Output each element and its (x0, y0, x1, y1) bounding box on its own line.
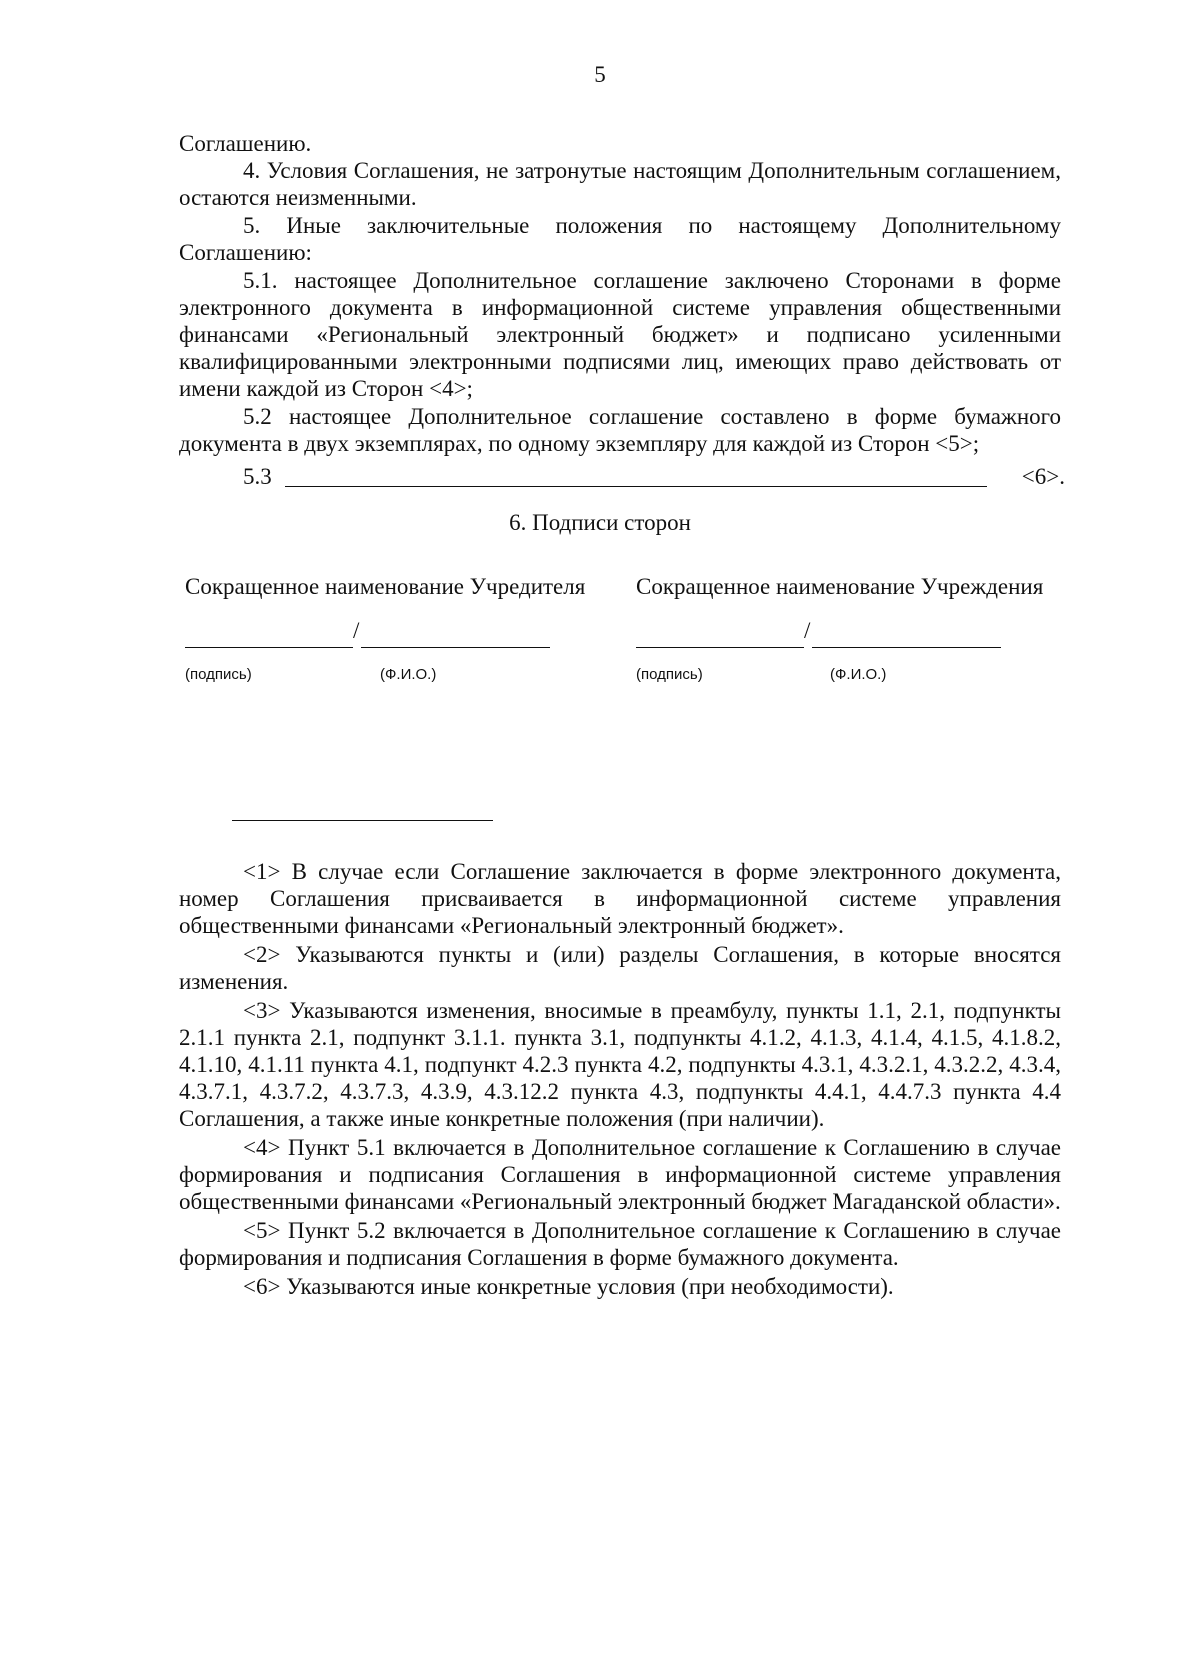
footnote-5: <5> Пункт 5.2 включается в Дополнительное соглашение к Соглашению в случае формирования и подписания Соглашения в форме бумажного документа. (179, 1218, 1061, 1270)
paragraph-5-1: 5.1. настоящее Дополнительное соглашение заключено Сторонами в форме электронного документа в информационной системе управления общественными финансами «Региональный электронный бюджет» и подписано усиленными квалифицированными электронными подписями лиц, имеющих право действовать от имени каждой из Сторон <4>; (179, 268, 1061, 401)
footnote-4: <4> Пункт 5.1 включается в Дополнительное соглашение к Соглашению в случае формирования и подписания Соглашения в информационной системе управления общественными финансами «Региональный электронный бюджет Магаданской области». (179, 1135, 1061, 1214)
footnote-1: <1> В случае если Соглашение заключается в форме электронного документа, номер Соглашения присваивается в информационной системе управления общественными финансами «Региональный электронный бюджет». (179, 859, 1061, 938)
page-number: 5 (594, 62, 606, 87)
paragraph-5-3-number: 5.3 (243, 464, 272, 489)
institution-fio-line (812, 625, 1001, 648)
paragraph-5-3-footnote-ref: <6>. (1021, 464, 1065, 489)
founder-separator: / (353, 618, 360, 643)
institution-signature-caption: (подпись) (636, 666, 703, 683)
continuation-text: Соглашению. (179, 131, 312, 156)
founder-name-heading: Сокращенное наименование Учредителя (185, 574, 586, 599)
institution-fio-caption: (Ф.И.О.) (830, 666, 887, 683)
paragraph-4: 4. Условия Соглашения, не затронутые настоящим Дополнительным соглашением, остаются неизменными. (179, 158, 1061, 210)
institution-name-heading: Сокращенное наименование Учреждения (636, 574, 1044, 599)
founder-fio-line (361, 625, 550, 648)
blank-fill-line (285, 486, 987, 487)
footnote-separator (232, 820, 493, 821)
founder-fio-caption: (Ф.И.О.) (380, 666, 437, 683)
founder-signature-line (185, 625, 353, 648)
institution-separator: / (804, 618, 811, 643)
paragraph-5-2: 5.2 настоящее Дополнительное соглашение составлено в форме бумажного документа в двух экземплярах, по одному экземпляру для каждой из Сторон <5>; (179, 404, 1061, 456)
paragraph-5: 5. Иные заключительные положения по настоящему Дополнительному Соглашению: (179, 213, 1061, 265)
footnote-2: <2> Указываются пункты и (или) разделы Соглашения, в которые вносятся изменения. (179, 942, 1061, 994)
footnote-3: <3> Указываются изменения, вносимые в преамбулу, пункты 1.1, 2.1, подпункты 2.1.1 пункта 2.1, подпункт 3.1.1. пункта 3.1, подпункты 4.1.2, 4.1.3, 4.1.4, 4.1.5, 4.1.8.2, 4.1.10, 4.1.11 пункта 4.1, подпункт 4.2.3 пункта 4.2, подпункты 4.3.1, 4.3.2.1, 4.3.2.2, 4.3.4, 4.3.7.1, 4.3.7.2, 4.3.7.3, 4.3.9, 4.3.12.2 пункта 4.3, подпункты 4.4.1, 4.4.7.3 пункта 4.4 Соглашения, а также иные конкретные положения (при наличии). (179, 998, 1061, 1131)
section-title-signatures: 6. Подписи сторон (509, 510, 691, 535)
footnotes (179, 858, 1061, 1302)
footnote-6: <6> Указываются иные конкретные условия (при необходимости). (243, 1274, 894, 1299)
institution-signature-line (636, 625, 804, 648)
main-text (179, 130, 1061, 457)
paragraph-5-3 (243, 464, 1065, 491)
founder-signature-caption: (подпись) (185, 666, 252, 683)
